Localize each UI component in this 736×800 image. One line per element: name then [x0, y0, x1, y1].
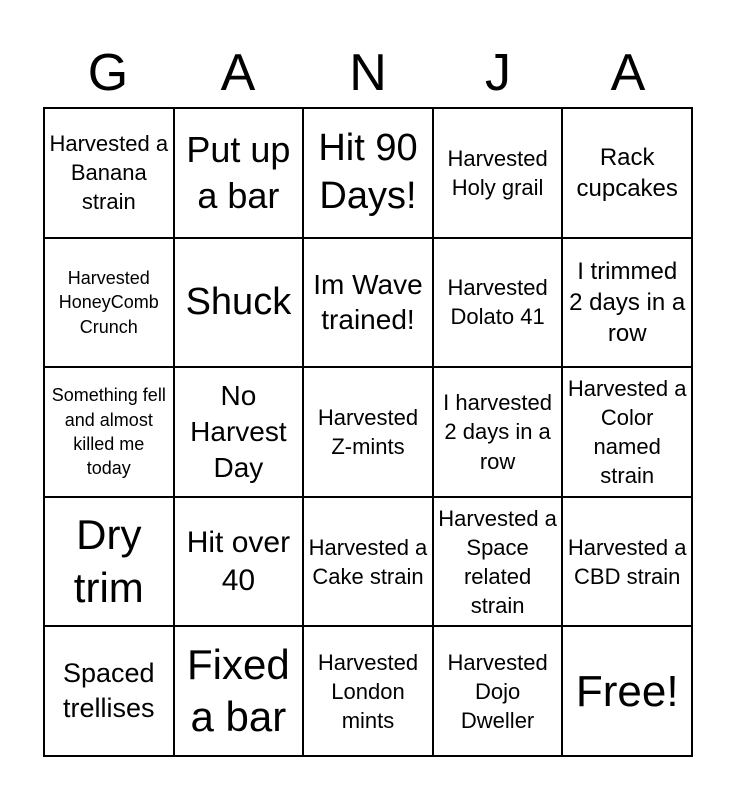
bingo-cell-r5-c2[interactable]: [175, 627, 305, 757]
bingo-cell-r5-c3[interactable]: [304, 627, 434, 757]
bingo-cell-r1-c5[interactable]: [563, 109, 693, 239]
bingo-cell-r1-c3[interactable]: [304, 109, 434, 239]
cell-text: Rack cupcakes: [576, 143, 678, 202]
bingo-cell-r2-c5[interactable]: [563, 239, 693, 369]
bingo-cell-r3-c4[interactable]: [434, 368, 564, 498]
bingo-cell-r3-c5[interactable]: [563, 368, 693, 498]
cell-text: Free!: [575, 666, 679, 716]
bingo-cell-r5-c4[interactable]: [434, 627, 564, 757]
cell-text: Harvested a Cake strain: [308, 534, 428, 589]
bingo-cell-r4-c2[interactable]: [175, 498, 305, 628]
header-letter-j: J: [485, 44, 511, 102]
cell-text: Harvested Dolato 41: [447, 275, 548, 330]
bingo-cell-r5-c1[interactable]: [45, 627, 175, 757]
cell-text: Harvested Dojo Dweller: [447, 649, 548, 733]
cell-text: Im Wave trained!: [313, 268, 423, 336]
cell-text: Harvested a CBD strain: [567, 534, 687, 589]
bingo-cell-r4-c3[interactable]: [304, 498, 434, 628]
bingo-cell-r2-c3[interactable]: [304, 239, 434, 369]
cell-text: Fixed a bar: [187, 640, 290, 741]
bingo-cell-r3-c2[interactable]: [175, 368, 305, 498]
bingo-cell-r4-c5[interactable]: [563, 498, 693, 628]
cell-text: I trimmed 2 days in a row: [569, 257, 686, 347]
cell-text: Harvested Holy grail: [447, 145, 548, 200]
header-letter-n: N: [349, 44, 387, 102]
cell-text: I harvested 2 days in a row: [443, 390, 553, 474]
bingo-cell-r3-c3[interactable]: [304, 368, 434, 498]
cell-text: Shuck: [185, 280, 292, 323]
bingo-cell-r1-c1[interactable]: [45, 109, 175, 239]
cell-text: Hit 90 Days!: [318, 127, 418, 217]
bingo-cell-r1-c4[interactable]: [434, 109, 564, 239]
cell-text: Put up a bar: [186, 129, 291, 216]
bingo-cell-r1-c2[interactable]: [175, 109, 305, 239]
cell-text: Harvested Z-mints: [317, 404, 419, 459]
cell-text: No Harvest Day: [190, 380, 287, 483]
bingo-cell-r4-c1[interactable]: [45, 498, 175, 628]
bingo-cell-r2-c2[interactable]: [175, 239, 305, 369]
cell-text: Spaced trellises: [63, 658, 155, 724]
cell-text: Harvested HoneyComb Crunch: [58, 267, 159, 337]
cell-text: Harvested a Banana strain: [49, 131, 169, 215]
bingo-board: [43, 107, 693, 757]
bingo-cell-r5-c5[interactable]: [563, 627, 693, 757]
cell-text: Harvested a Color named strain: [567, 375, 687, 489]
bingo-cell-r4-c4[interactable]: [434, 498, 564, 628]
bingo-header: [43, 42, 693, 104]
header-letter-a: A: [220, 44, 256, 102]
cell-text: Hit over 40: [186, 526, 291, 597]
cell-text: Something fell and almost killed me today: [51, 385, 166, 479]
bingo-cell-r3-c1[interactable]: [45, 368, 175, 498]
header-letter-g: G: [87, 44, 129, 102]
bingo-cell-r2-c1[interactable]: [45, 239, 175, 369]
bingo-cell-r2-c4[interactable]: [434, 239, 564, 369]
cell-text: Harvested London mints: [317, 649, 419, 733]
cell-text: Dry trim: [73, 511, 144, 611]
cell-text: Harvested a Space related strain: [438, 505, 557, 618]
header-letter-a-2: A: [610, 44, 646, 102]
